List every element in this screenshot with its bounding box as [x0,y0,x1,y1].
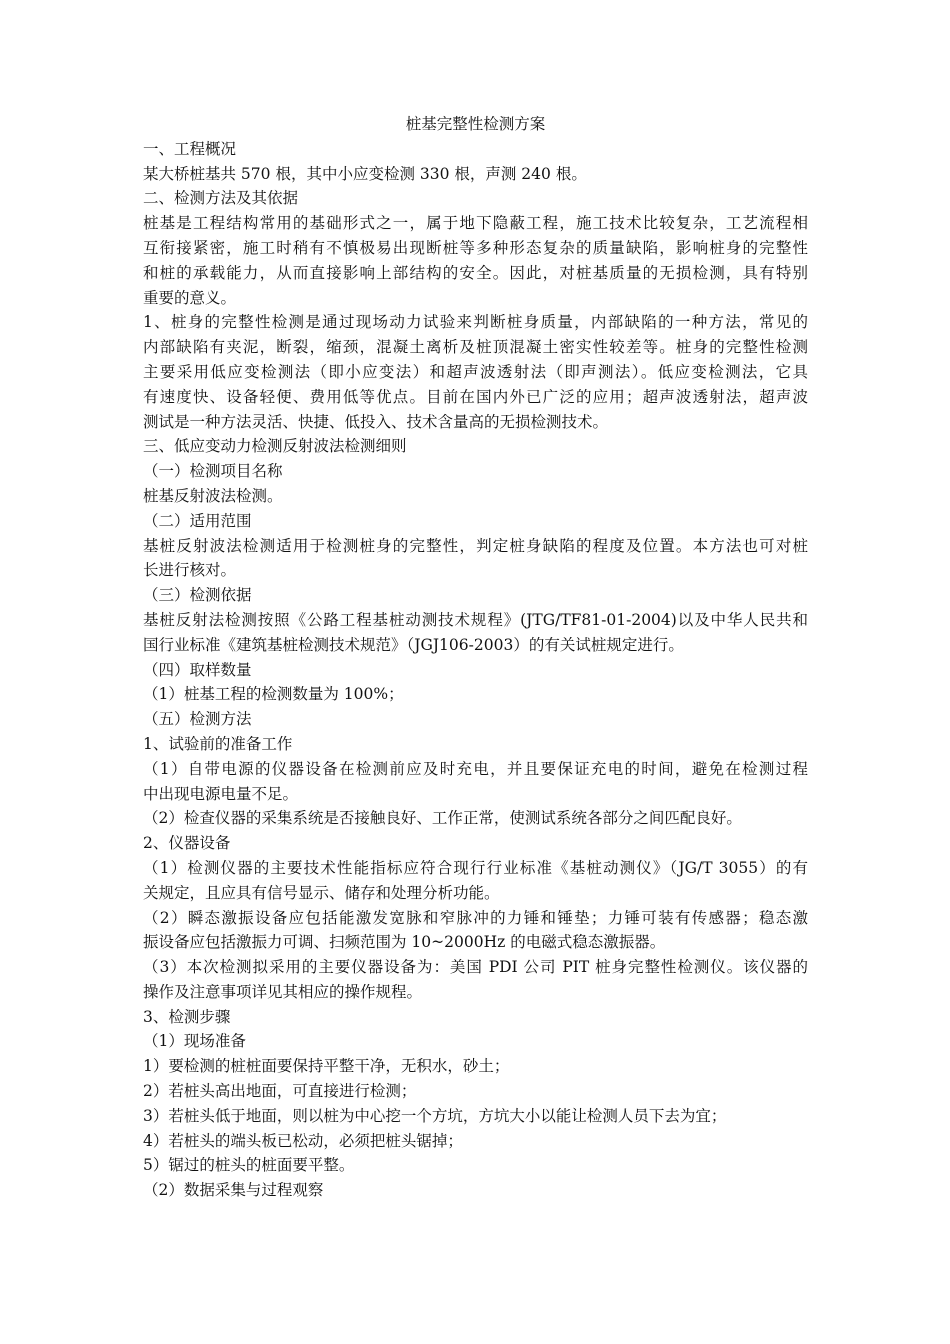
text-line: 操作及注意事项详见其相应的操作规程。 [143,982,423,1001]
text-line: （五）检测方法 [143,710,252,729]
text-line: 主要采用低应变检测法（即小应变法）和超声波透射法（即声测法）。低应变检测法，它具 [143,362,808,381]
text-line: 5）锯过的桩头的桩面要平整。 [143,1156,355,1175]
text-line: 互衔接紧密，施工时稍有不慎极易出现断桩等多种形态复杂的质量缺陷，影响桩身的完整性 [143,238,808,257]
text-line: 内部缺陷有夹泥，断裂，缩颈，混凝土离析及桩顶混凝土密实性较差等。桩身的完整性检测 [143,338,808,357]
text-line: 3）若桩头低于地面，则以桩为中心挖一个方坑，方坑大小以能让检测人员下去为宜； [143,1106,727,1125]
page-title: 桩基完整性检测方案 [405,115,546,133]
text-line: 三、低应变动力检测反射波法检测细则 [143,437,407,456]
text-line: 重要的意义。 [143,288,237,307]
text-line: （一）检测项目名称 [143,462,283,481]
text-line: （1）现场准备 [143,1032,246,1051]
text-line: 桩基反射波法检测。 [143,486,283,505]
text-line: 某大桥桩基共 570 根，其中小应变检测 330 根，声测 240 根。 [143,164,587,183]
text-line: （四）取样数量 [143,660,252,679]
text-line: 有速度快、设备轻便、费用低等优点。目前在国内外已广泛的应用；超声波透射法，超声波 [143,387,808,406]
text-line: 4）若桩头的端头板已松动，必须把桩头锯掉； [143,1131,463,1150]
text-line: （2）检查仪器的采集系统是否接触良好、工作正常，使测试系统各部分之间匹配良好。 [143,809,742,828]
text-line: 2、仪器设备 [143,834,231,853]
text-line: 1）要检测的桩桩面要保持平整干净，无积水，砂土； [143,1057,510,1076]
text-line: 中出现电源电量不足。 [143,784,299,803]
text-line: 关规定，且应具有信号显示、储存和处理分析功能。 [143,883,500,902]
document-body [143,137,808,1203]
text-line: （2）数据采集与过程观察 [143,1181,324,1200]
document-page [143,112,808,1203]
text-line: 长进行核对。 [143,561,237,580]
text-line: （1）自带电源的仪器设备在检测前应及时充电，并且要保证充电的时间，避免在检测过程 [143,759,808,778]
text-line: 测试是一种方法灵活、快捷、低投入、技术含量高的无损检测技术。 [143,412,609,431]
text-line: 国行业标准《建筑基桩检测技术规范》（JGJ106-2003）的有关试桩规定进行。 [143,635,684,654]
text-line: 和桩的承载能力，从而直接影响上部结构的安全。因此，对桩基质量的无损检测，具有特别 [143,263,808,282]
text-line: （3）本次检测拟采用的主要仪器设备为：美国 PDI 公司 PIT 桩身完整性检测仪。该仪器的 [143,958,808,977]
text-line: 一、工程概况 [143,139,237,158]
text-line: （三）检测依据 [143,586,252,605]
text-line: 1、试验前的准备工作 [143,734,293,753]
text-line: 基桩反射法检测按照《公路工程基桩动测技术规程》(JTG/TF81-01-2004)以及中华人民共和 [143,610,808,629]
text-line: 2）若桩头高出地面，可直接进行检测； [143,1082,417,1101]
text-line: 1、桩身的完整性检测是通过现场动力试验来判断桩身质量，内部缺陷的一种方法，常见的 [143,313,808,332]
text-line: 基桩反射波法检测适用于检测桩身的完整性，判定桩身缺陷的程度及位置。本方法也可对桩 [143,536,808,555]
text-line: （1）检测仪器的主要技术性能指标应符合现行行业标准《基桩动测仪》（JG/T 3055）的有 [143,858,808,877]
text-line: （1）桩基工程的检测数量为 100%； [143,685,404,704]
text-line: 振设备应包括激振力可调、扫频范围为 10~2000Hz 的电磁式稳态激振器。 [143,933,666,952]
text-line: （二）适用范围 [143,511,252,530]
text-line: 桩基是工程结构常用的基础形式之一，属于地下隐蔽工程，施工技术比较复杂，工艺流程相 [143,214,808,233]
text-line: 3、检测步骤 [143,1007,231,1026]
text-line: 二、检测方法及其依据 [143,189,299,208]
text-line: （2）瞬态激振设备应包括能激发宽脉和窄脉冲的力锤和锤垫；力锤可装有传感器；稳态激 [143,908,808,927]
